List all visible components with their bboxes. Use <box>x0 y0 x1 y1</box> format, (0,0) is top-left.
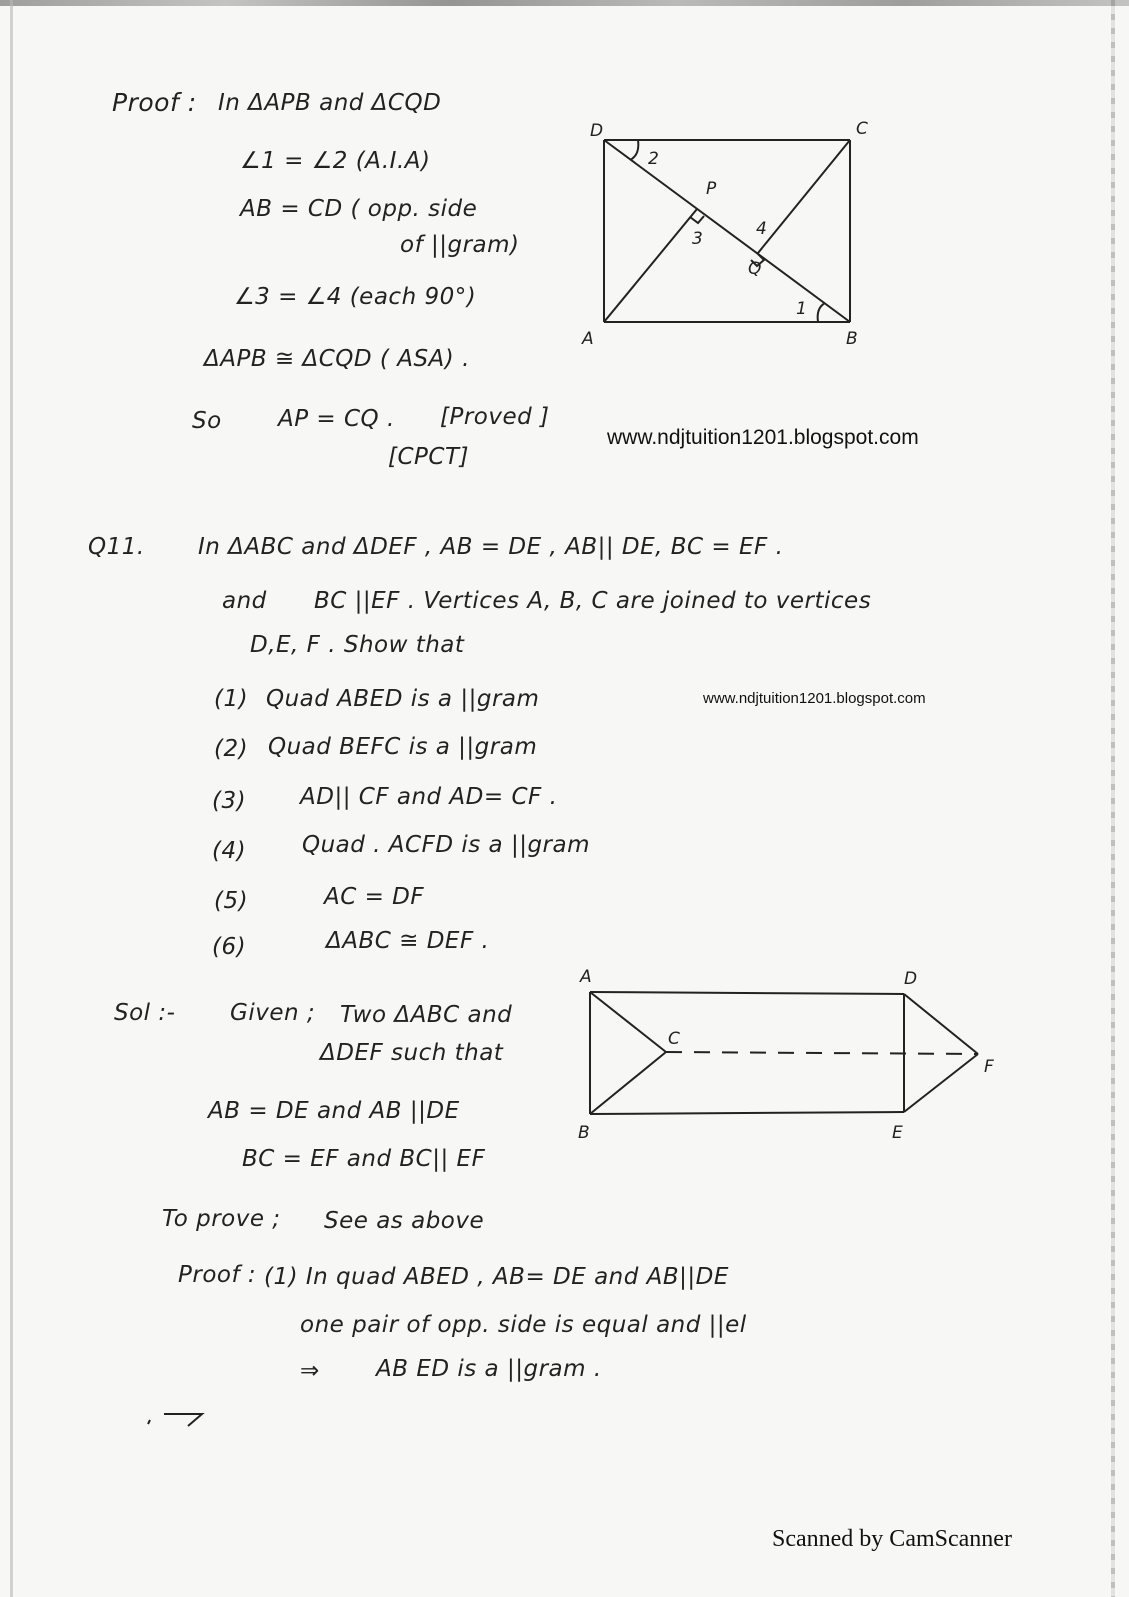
scan-edge-right <box>1111 0 1115 1597</box>
to-prove-label: To prove ; <box>162 1206 281 1232</box>
segment-cf-dashed <box>666 1052 978 1054</box>
scan-edge-top <box>0 0 1129 6</box>
q11-line-2-and: and <box>222 588 267 614</box>
segment-ef <box>904 1054 978 1112</box>
label-F: F <box>984 1057 994 1077</box>
q11-line-2: BC ||EF . Vertices A, B, C are joined to vertices <box>314 588 872 614</box>
to-prove-text: See as above <box>324 1208 485 1234</box>
label-angle-3: 3 <box>692 229 703 249</box>
segment-ac <box>590 992 666 1052</box>
segment-df <box>904 994 978 1054</box>
q11-item-3-text: AD|| CF and AD= CF . <box>300 784 558 810</box>
sol-heading: Sol :- <box>114 1000 176 1026</box>
segment-be <box>590 1112 904 1114</box>
segment-bc <box>590 1052 666 1114</box>
proof2-arrow: ⇒ <box>300 1358 320 1384</box>
label-A: A <box>580 967 592 987</box>
label-angle-4: 4 <box>756 219 767 239</box>
segment-ap <box>604 209 697 322</box>
q11-line-1: In ΔABC and ΔDEF , AB = DE , AB|| DE, BC = EF . <box>198 534 784 560</box>
sol-given-2: ΔDEF such that <box>320 1040 504 1066</box>
q11-item-3-num: (3) <box>212 788 247 814</box>
label-angle-1: 1 <box>796 299 807 319</box>
proof-line-1: In ΔAPB and ΔCQD <box>218 90 442 116</box>
q11-item-2-text: Quad BEFC is a ||gram <box>268 734 538 760</box>
q11-item-1-text: Quad ABED is a ||gram <box>266 686 540 712</box>
segment-cq <box>758 140 850 253</box>
q11-item-4-num: (4) <box>212 838 247 864</box>
q11-item-1-num: (1) <box>214 686 249 712</box>
sol-given-label: Given ; <box>230 1000 316 1026</box>
proof-line-7-proved: [Proved ] <box>440 404 550 430</box>
label-A: A <box>582 329 594 349</box>
camscanner-footer: Scanned by CamScanner <box>772 1526 1012 1552</box>
stray-pen-mark <box>144 1410 214 1430</box>
proof-line-8-cpct: [CPCT] <box>388 444 469 470</box>
sol-given-3: AB = DE and AB ||DE <box>208 1098 460 1124</box>
diagonal-db <box>604 140 850 322</box>
label-C: C <box>856 119 868 139</box>
q11-item-6-text: ΔABC ≅ DEF . <box>326 928 490 954</box>
sol-given-1: Two ΔABC and <box>340 1002 513 1028</box>
proof2-line-2: one pair of opp. side is equal and ||el <box>300 1312 747 1338</box>
segment-ad <box>590 992 904 994</box>
q11-item-5-text: AC = DF <box>324 884 425 910</box>
watermark-url-mid: www.ndjtuition1201.blogspot.com <box>703 690 926 707</box>
proof-line-2: ∠1 = ∠2 (A.I.A) <box>240 148 431 174</box>
label-B: B <box>846 329 858 349</box>
proof2-line-3: AB ED is a ||gram . <box>376 1356 602 1382</box>
proof2-label: Proof : <box>178 1262 257 1288</box>
label-B: B <box>578 1123 590 1143</box>
proof-line-4: of ||gram) <box>400 232 520 258</box>
proof-heading: Proof : <box>112 88 197 117</box>
label-D: D <box>904 969 918 989</box>
proof-line-7-so: So <box>192 408 222 434</box>
q11-line-3: D,E, F . Show that <box>250 632 465 658</box>
q11-item-4-text: Quad . ACFD is a ||gram <box>302 832 590 858</box>
proof-line-6: ΔAPB ≅ ΔCQD ( ASA) . <box>204 346 470 372</box>
proof2-line-1: (1) In quad ABED , AB= DE and AB||DE <box>264 1264 729 1290</box>
label-angle-2: 2 <box>648 149 659 169</box>
proof-line-7-result: AP = CQ . <box>278 406 395 432</box>
q11-number: Q11. <box>88 534 145 560</box>
watermark-url-top: www.ndjtuition1201.blogspot.com <box>607 426 919 449</box>
label-C: C <box>668 1029 680 1049</box>
figure-triangles-abc-def <box>560 960 1010 1150</box>
sol-given-4: BC = EF and BC|| EF <box>242 1146 486 1172</box>
proof-line-5: ∠3 = ∠4 (each 90°) <box>234 284 477 310</box>
angle-arc-2 <box>630 140 638 160</box>
proof-line-3: AB = CD ( opp. side <box>240 196 478 222</box>
label-E: E <box>892 1123 903 1143</box>
angle-arc-1 <box>818 303 825 322</box>
figure-rectangle-abcd <box>560 110 900 360</box>
label-Q: Q <box>748 259 762 279</box>
q11-item-6-num: (6) <box>212 934 247 960</box>
scan-edge-left <box>10 0 13 1597</box>
q11-item-2-num: (2) <box>214 736 249 762</box>
label-P: P <box>706 179 717 199</box>
label-D: D <box>590 121 604 141</box>
right-angle-mark-3 <box>690 216 704 223</box>
pen-stroke <box>148 1414 202 1426</box>
q11-item-5-num: (5) <box>214 888 249 914</box>
